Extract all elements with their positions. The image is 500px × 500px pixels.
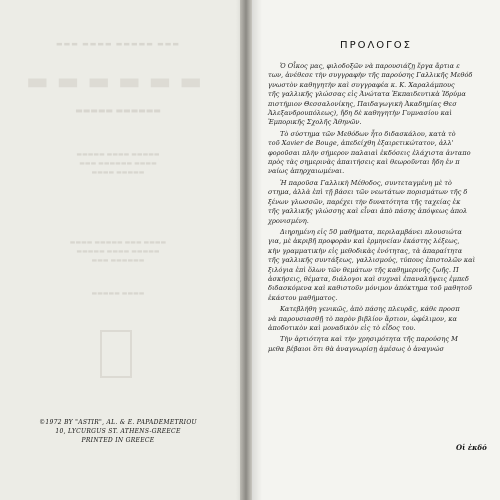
preface-body	[268, 62, 500, 356]
page-heading: ΠΡΟΛΟΓΟΣ	[340, 40, 412, 51]
text-line: των, ἀνέθεσε τὴν συγγραφὴν τῆς παρούσης Γαλλικῆς Μεθόδ	[268, 71, 473, 80]
show-through-text: ▬▬▬▬▬ ▬▬▬▬	[91, 290, 145, 297]
text-line: τῆς γαλλικῆς συντάξεως, γαλλισμούς, τύπους ἐπιστολῶν καὶ	[268, 256, 476, 265]
text-line: φοροῦσαι πλὴν σήμερον παλαιαὶ ἐκδόσεις ἐλάχιστα ἀνταπο	[268, 148, 471, 157]
text-line: στημα, ἀλλὰ ἐπὶ τῇ βάσει τῶν νεωτάτων πορισμάτων τῆς δ	[268, 188, 468, 197]
show-through-text: ▬▬▬▬▬ ▬▬▬▬ ▬▬▬▬▬ ▬▬▬ ▬▬▬▬▬▬ ▬▬▬▬ ▬▬▬▬ ▬▬▬▬▬	[76, 151, 160, 176]
text-line: χρονισμένη.	[268, 216, 309, 225]
text-line: Διηρημένη εἰς 50 μαθήματα, περιλαμβάνει πλουσιώτα	[280, 227, 462, 236]
text-line: ξένων γλωσσῶν, παρέχει τὴν δυνατότητα τῆς ταχείας ἐκ	[268, 197, 461, 206]
text-line: ἀποδοτικὸν καὶ μοναδικὸν εἰς τὸ εἶδος του.	[268, 323, 416, 332]
text-line: τῆς γαλλικῆς γλώσσης καὶ εἶναι ἀπὸ πάσης ἀπόψεως ἀπολ	[268, 207, 468, 216]
left-page	[0, 0, 246, 500]
text-line: ἑκάστου μαθήματος.	[268, 293, 338, 302]
text-line: ἀσκήσεις, θέματα, διάλογοι καὶ συχναὶ ἐπαναλήψεις ἐμπεδ	[268, 274, 469, 283]
text-line: Ἀλεξανδρουπόλεως), ἤδη δὲ καθηγητὴν Γυμνασίου καὶ	[268, 109, 452, 118]
text-line: τοῦ Xavier de Bouge, ἀπεδείχθη ἐξαιρετικώτατον, ἀλλ'	[268, 139, 454, 148]
show-through-text: ▬▬▬▬▬ ▬▬▬▬▬▬	[75, 106, 161, 115]
text-line: Τὴν ἀρτιότητα καὶ τὴν χρησιμότητα τῆς παρούσης Μ	[280, 335, 458, 344]
text-line: πιστήμιον Θεσσαλονίκης, Παιδαγωγικὴ Ἀκαδημίας Θεσ	[268, 99, 457, 108]
show-through-title: ▬▬▬▬▬▬	[25, 66, 211, 95]
text-line: μεθα βέβαιοι ὅτι θὰ ἀναγνωρίσῃ ἀμέσως ὁ ἀναγνώσ	[268, 344, 445, 353]
text-line: Ὁ Οἶκος μας, φιλοδοξῶν νὰ παρουσιάζῃ ἔργα ἄρτια ε	[280, 62, 460, 70]
text-line: Ἡ παροῦσα Γαλλικὴ Μέθοδος, συντεταγμένη μὲ τὸ	[280, 178, 452, 187]
paragraph	[268, 335, 500, 354]
imprint-line: ©1972 BY "ASTIR", AL. & E. PAPADEMETRIOU	[39, 419, 197, 426]
show-through-text: ▬▬▬ ▬▬▬▬ ▬▬▬▬▬ ▬▬▬	[56, 40, 180, 48]
signature: Οἱ ἐκδό	[456, 443, 487, 452]
text-line: διδασκόμενα καὶ καθιστοῦν μόνιμον ἀπόκτημα τοῦ μαθητοῦ	[268, 284, 472, 293]
text-line: ξιλόγια ἐπὶ ὅλων τῶν θεμάτων τῆς καθημερινῆς ζωῆς. Π	[268, 265, 459, 274]
text-line: Κατεβλήθη γενικῶς, ἀπὸ πάσης πλευρᾶς, κάθε προσπ	[280, 305, 460, 314]
text-line: για, μὲ ἀκριβῆ προφορὰν καὶ ἑρμηνείαν ἑκάστης λέξεως,	[268, 237, 460, 246]
page-shadow	[252, 0, 262, 500]
paragraph	[268, 228, 500, 303]
text-line: τῆς γαλλικῆς γλώσσας εἰς Ἀνώτατα Ἐκπαιδευτικὰ Ἱδρύμα	[268, 90, 466, 99]
paragraph	[268, 305, 500, 333]
text-line: νὰ παρουσιασθῇ τὸ παρὸν βιβλίον ἄρτιον, ὠφέλιμον, κα	[268, 314, 458, 323]
imprint-line: PRINTED IN GREECE	[81, 437, 155, 444]
text-line: κὴν γραμματικὴν εἰς μεθοδικὰς ἑνότητας, τὰ ἀπαραίτητα	[268, 246, 463, 255]
imprint-line: 10, LYCURGUS ST. ATHENS-GREECE	[55, 428, 181, 435]
text-line: Ἐμπορικῆς Σχολῆς Ἀθηνῶν.	[268, 118, 362, 127]
text-line: ναίως ἀπηρχαιωμέναι.	[268, 167, 345, 176]
show-through-text: ▬▬▬▬ ▬▬▬▬▬ ▬▬▬ ▬▬▬▬ ▬▬▬▬▬ ▬▬▬▬ ▬▬▬▬▬ ▬▬▬ ▬▬▬▬▬▬	[69, 239, 167, 264]
text-line: Τὸ σύστημα τῶν Μεθόδων ἦτο διδασκάλου, κατὰ τὸ	[280, 129, 456, 138]
text-line: γνωστὸν καθηγητὴν καὶ συγγραφέα κ. Κ. Χαραλάμπους	[268, 80, 455, 89]
book-gutter	[240, 0, 252, 500]
text-line: πρὸς τὰς σημερινὰς ἀπαιτήσεις καὶ θεωροῦνται ἤδη ἐν π	[268, 158, 460, 167]
right-page	[252, 0, 500, 500]
show-through-logo	[100, 330, 132, 378]
paragraph	[268, 179, 500, 226]
copyright-imprint	[0, 418, 236, 445]
paragraph	[268, 62, 500, 128]
paragraph	[268, 130, 500, 177]
